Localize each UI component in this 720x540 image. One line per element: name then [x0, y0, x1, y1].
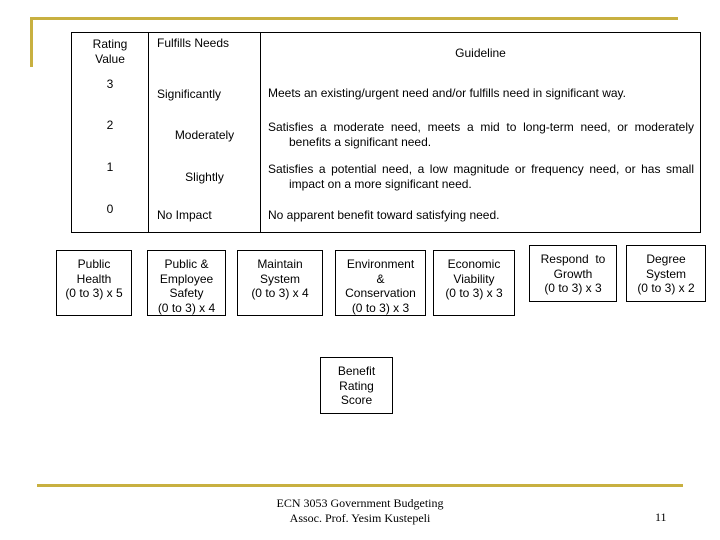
header-fulfills-needs: Fulfills Needs [149, 33, 261, 74]
criterion-degree-system-box [626, 245, 706, 302]
criterion-line: (0 to 3) x 3 [544, 281, 602, 295]
table-row [72, 198, 701, 233]
guideline-cell [261, 114, 701, 156]
rating-value-cell: 3 [72, 73, 149, 114]
criterion-line: Maintain [257, 257, 303, 271]
guideline-cell [261, 198, 701, 233]
criterion-line: Environment [346, 257, 415, 271]
table-row [72, 156, 701, 198]
criterion-line: Economic [447, 257, 501, 271]
criterion-line: Employee [159, 271, 214, 286]
criterion-line: Growth [553, 266, 593, 281]
decorative-left-rule [30, 17, 33, 67]
rating-value-cell: 0 [72, 198, 149, 233]
header-guideline: Guideline [261, 33, 701, 74]
fulfills-needs-cell: Moderately [149, 114, 261, 156]
criterion-line: Public & [164, 257, 209, 271]
guideline-text-line1: Satisfies a potential need, a low magnitude or frequency need, or has small [268, 162, 694, 176]
guideline-text: No apparent benefit toward satisfying need. [268, 207, 500, 222]
criterion-economic-viability-box [433, 250, 515, 316]
criterion-line: (0 to 3) x 5 [65, 286, 123, 300]
footer-course-title: ECN 3053 Government Budgeting [276, 496, 444, 510]
criterion-line: Degree [646, 252, 686, 266]
benefit-rating-score-box [320, 357, 393, 414]
criterion-line: Conservation [345, 286, 416, 300]
footer-instructor: Assoc. Prof. Yesim Kustepeli [289, 511, 431, 525]
guideline-text: Meets an existing/urgent need and/or fulfills need in significant way. [268, 86, 626, 100]
fulfills-needs-cell: Significantly [149, 73, 261, 114]
table-row [72, 73, 701, 114]
guideline-text-line1: Satisfies a moderate need, meets a mid to long-term need, or moderately [268, 120, 694, 134]
criterion-public-employee-safety-box [147, 250, 226, 316]
header-rating-value: Rating Value [72, 33, 149, 74]
criterion-line: (0 to 3) x 2 [637, 281, 695, 295]
table-header-row [72, 33, 701, 74]
rating-value-cell: 2 [72, 114, 149, 156]
criterion-line: Public [77, 257, 111, 271]
criterion-line: (0 to 3) x 3 [445, 286, 503, 300]
table-row [72, 114, 701, 156]
guideline-cell [261, 73, 701, 114]
rating-value-cell: 1 [72, 156, 149, 198]
criterion-line: (0 to 3) x 3 [351, 300, 410, 315]
criterion-environment-conservation-box [335, 250, 426, 316]
fulfills-needs-cell: No Impact [149, 198, 261, 233]
criterion-line: & [376, 271, 385, 286]
result-line: Score [340, 393, 373, 407]
criterion-line: Safety [169, 286, 204, 300]
rating-guideline-table [71, 32, 701, 233]
criterion-line: System [259, 271, 300, 286]
page-number: 11 [655, 510, 667, 524]
result-line: Benefit [337, 364, 376, 378]
decorative-top-rule [30, 17, 678, 20]
criterion-line: Health [76, 271, 112, 286]
criterion-line: System [645, 266, 686, 281]
criterion-line: (0 to 3) x 4 [251, 286, 309, 300]
criterion-respond-to-growth-box [529, 245, 617, 302]
fulfills-needs-cell: Slightly [149, 156, 261, 198]
decorative-bottom-rule [37, 484, 683, 487]
criterion-line: Respond to [540, 252, 606, 266]
guideline-text-line2: benefits a significant need. [289, 135, 432, 149]
criterion-line: Viability [453, 271, 495, 286]
result-line: Rating [339, 378, 374, 393]
criterion-maintain-system-box [237, 250, 323, 316]
criterion-line: (0 to 3) x 4 [157, 300, 216, 315]
guideline-text-line2: impact on a more significant need. [289, 177, 472, 191]
criterion-public-health-box [56, 250, 132, 316]
footer-course-info [265, 496, 455, 526]
guideline-cell [261, 156, 701, 198]
